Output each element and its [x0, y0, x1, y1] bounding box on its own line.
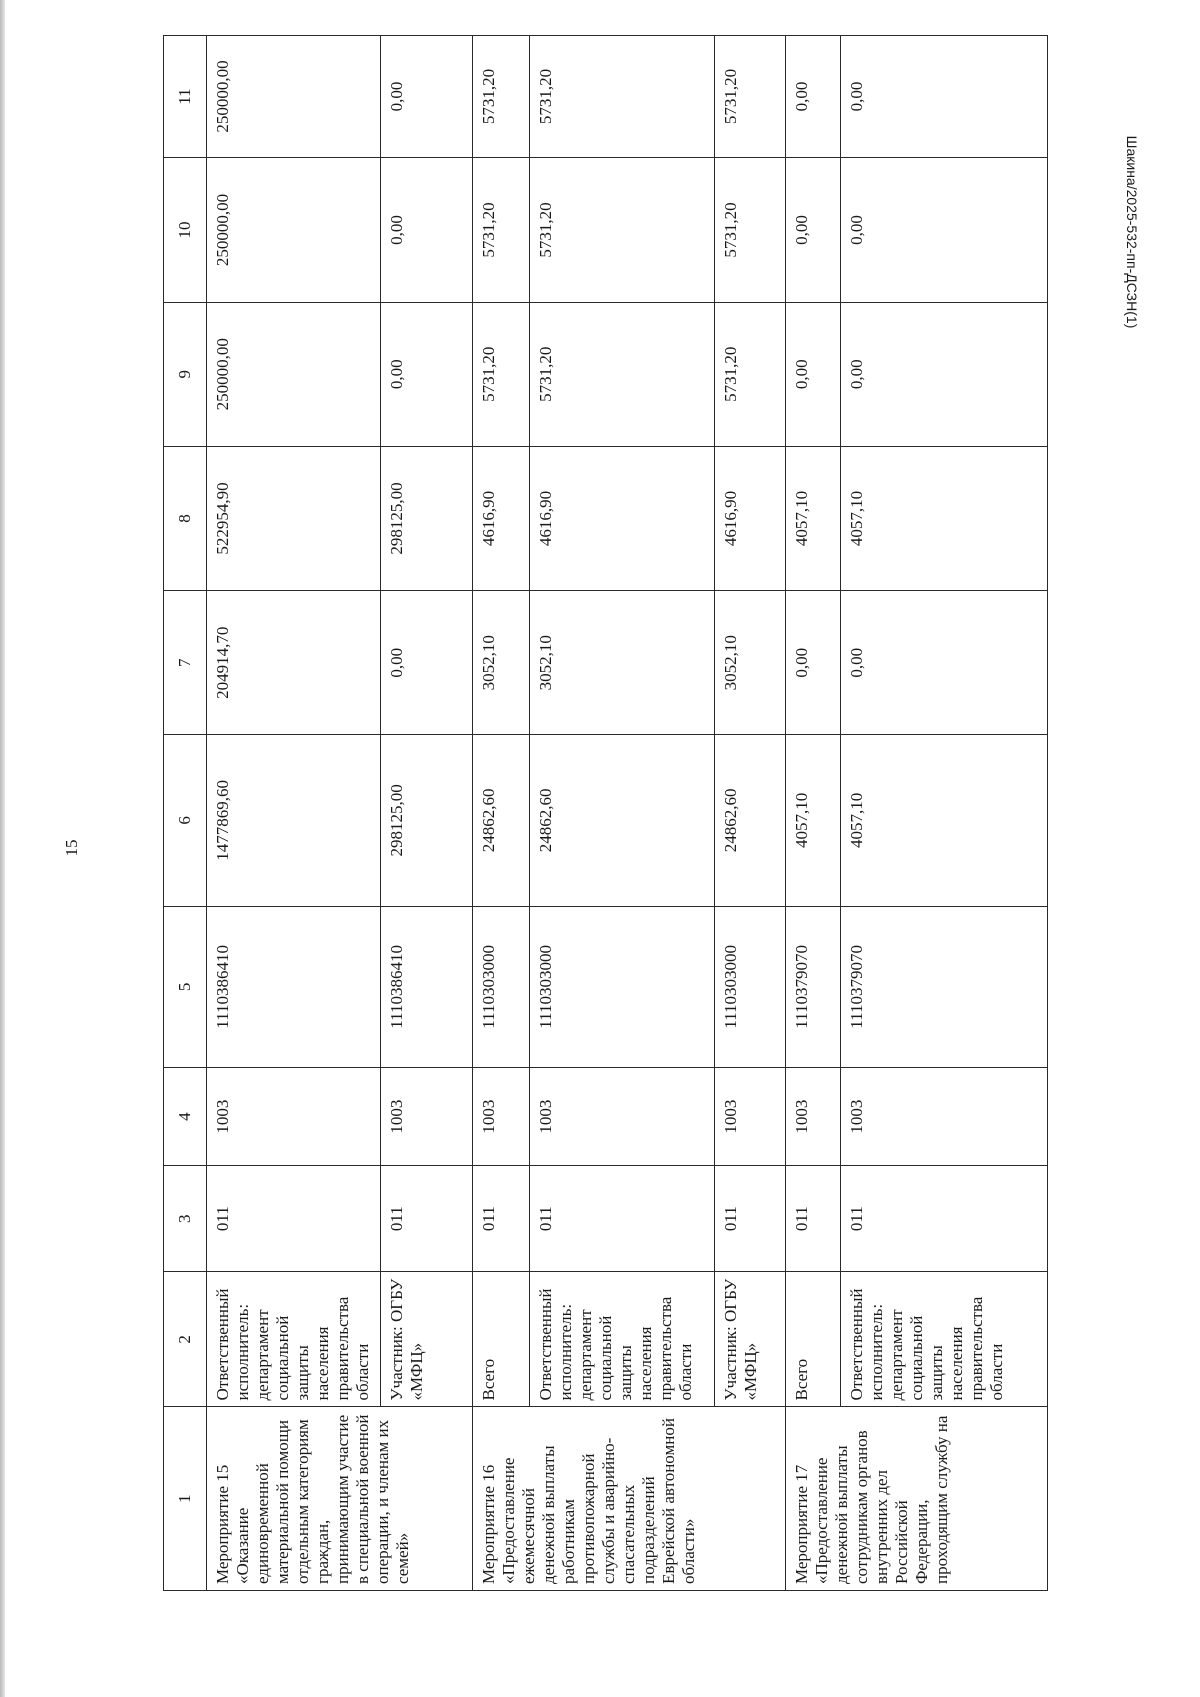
table-row — [473, 36, 530, 1591]
grbs-cell: 011 — [207, 1166, 381, 1272]
column-header: 8 — [164, 446, 207, 591]
year-value-cell: 5731,20 — [530, 158, 715, 303]
grbs-cell: 011 — [715, 1166, 786, 1272]
column-header: 4 — [164, 1068, 207, 1166]
total-cell: 4057,10 — [841, 735, 1048, 906]
document-code: Шакина/2025-532-пп-ДСЗН(1) — [1124, 135, 1140, 329]
grbs-cell: 011 — [841, 1166, 1048, 1272]
total-cell: 4057,10 — [786, 735, 841, 906]
rzpr-cell: 1003 — [715, 1068, 786, 1166]
csr-cell: 1110379070 — [786, 906, 841, 1068]
year-value-cell: 0,00 — [841, 302, 1048, 446]
column-header: 9 — [164, 302, 207, 446]
csr-cell: 1110379070 — [841, 906, 1048, 1068]
year-value-cell: 4616,90 — [473, 446, 530, 591]
year-value-cell: 5731,20 — [715, 158, 786, 303]
year-value-cell: 3052,10 — [473, 591, 530, 735]
csr-cell: 1110386410 — [381, 906, 473, 1068]
table-row — [530, 36, 715, 1591]
executor-cell: Всего — [786, 1272, 841, 1407]
year-value-cell: 0,00 — [381, 591, 473, 735]
rzpr-cell: 1003 — [786, 1068, 841, 1166]
year-value-cell: 250000,00 — [207, 302, 381, 446]
column-header: 11 — [164, 36, 207, 158]
table-row — [715, 36, 786, 1591]
year-value-cell: 204914,70 — [207, 591, 381, 735]
grbs-cell: 011 — [530, 1166, 715, 1272]
table-row — [207, 36, 381, 1591]
table-row — [381, 36, 473, 1591]
measure-name: Мероприятие 17 «Предоставление денежной выплаты сотрудникам органов внутренних дел Российской Федерации, проходящим службу на — [786, 1407, 1048, 1591]
page-number: 15 — [62, 839, 81, 857]
column-header: 10 — [164, 158, 207, 303]
year-value-cell: 298125,00 — [381, 446, 473, 591]
year-value-cell: 5731,20 — [715, 36, 786, 158]
csr-cell: 1110386410 — [207, 906, 381, 1068]
rzpr-cell: 1003 — [530, 1068, 715, 1166]
rzpr-cell: 1003 — [207, 1068, 381, 1166]
column-header: 7 — [164, 591, 207, 735]
year-value-cell: 3052,10 — [715, 591, 786, 735]
executor-cell: Ответственный исполнитель: департамент социальной защиты населения правительства области — [841, 1272, 1048, 1407]
year-value-cell: 522954,90 — [207, 446, 381, 591]
executor-cell: Участник: ОГБУ «МФЦ» — [381, 1272, 473, 1407]
year-value-cell: 0,00 — [841, 591, 1048, 735]
year-value-cell: 5731,20 — [530, 36, 715, 158]
rzpr-cell: 1003 — [473, 1068, 530, 1166]
grbs-cell: 011 — [786, 1166, 841, 1272]
grbs-cell: 011 — [381, 1166, 473, 1272]
budget-table — [163, 35, 1048, 1591]
year-value-cell: 4616,90 — [530, 446, 715, 591]
csr-cell: 1110303000 — [530, 906, 715, 1068]
column-header: 6 — [164, 735, 207, 906]
column-number-row — [164, 36, 207, 1591]
year-value-cell: 4057,10 — [841, 446, 1048, 591]
year-value-cell: 4057,10 — [786, 446, 841, 591]
column-header: 3 — [164, 1166, 207, 1272]
year-value-cell: 5731,20 — [715, 302, 786, 446]
column-header: 5 — [164, 906, 207, 1068]
year-value-cell: 250000,00 — [207, 36, 381, 158]
rzpr-cell: 1003 — [841, 1068, 1048, 1166]
year-value-cell: 0,00 — [381, 302, 473, 446]
year-value-cell: 0,00 — [381, 36, 473, 158]
rzpr-cell: 1003 — [381, 1068, 473, 1166]
table-row — [786, 36, 841, 1591]
total-cell: 298125,00 — [381, 735, 473, 906]
budget-table-container — [163, 35, 1046, 1591]
year-value-cell: 250000,00 — [207, 158, 381, 303]
total-cell: 1477869,60 — [207, 735, 381, 906]
total-cell: 24862,60 — [473, 735, 530, 906]
year-value-cell: 3052,10 — [530, 591, 715, 735]
year-value-cell: 0,00 — [786, 591, 841, 735]
year-value-cell: 0,00 — [786, 36, 841, 158]
year-value-cell: 5731,20 — [530, 302, 715, 446]
csr-cell: 1110303000 — [715, 906, 786, 1068]
year-value-cell: 5731,20 — [473, 158, 530, 303]
year-value-cell: 0,00 — [841, 158, 1048, 303]
total-cell: 24862,60 — [715, 735, 786, 906]
year-value-cell: 5731,20 — [473, 302, 530, 446]
year-value-cell: 5731,20 — [473, 36, 530, 158]
executor-cell: Всего — [473, 1272, 530, 1407]
year-value-cell: 0,00 — [786, 158, 841, 303]
grbs-cell: 011 — [473, 1166, 530, 1272]
year-value-cell: 0,00 — [841, 36, 1048, 158]
total-cell: 24862,60 — [530, 735, 715, 906]
table-row — [841, 36, 1048, 1591]
executor-cell: Ответственный исполнитель: департамент социальной защиты населения правительства области — [530, 1272, 715, 1407]
column-header: 1 — [164, 1407, 207, 1591]
year-value-cell: 0,00 — [381, 158, 473, 303]
year-value-cell: 4616,90 — [715, 446, 786, 591]
measure-name: Мероприятие 16 «Предоставление ежемесячной денежной выплаты работникам противопожарной службы и аварийно-спасательных подразделений Еврейской автономной области» — [473, 1407, 786, 1591]
csr-cell: 1110303000 — [473, 906, 530, 1068]
executor-cell: Ответственный исполнитель: департамент социальной защиты населения правительства области — [207, 1272, 381, 1407]
column-header: 2 — [164, 1272, 207, 1407]
year-value-cell: 0,00 — [786, 302, 841, 446]
measure-name: Мероприятие 15 «Оказание единовременной материальной помощи отдельным категориям граждан, принимающим участие в специальной военной операции, и членам их семей» — [207, 1407, 473, 1591]
scan-edge — [0, 0, 5, 1697]
executor-cell: Участник: ОГБУ «МФЦ» — [715, 1272, 786, 1407]
